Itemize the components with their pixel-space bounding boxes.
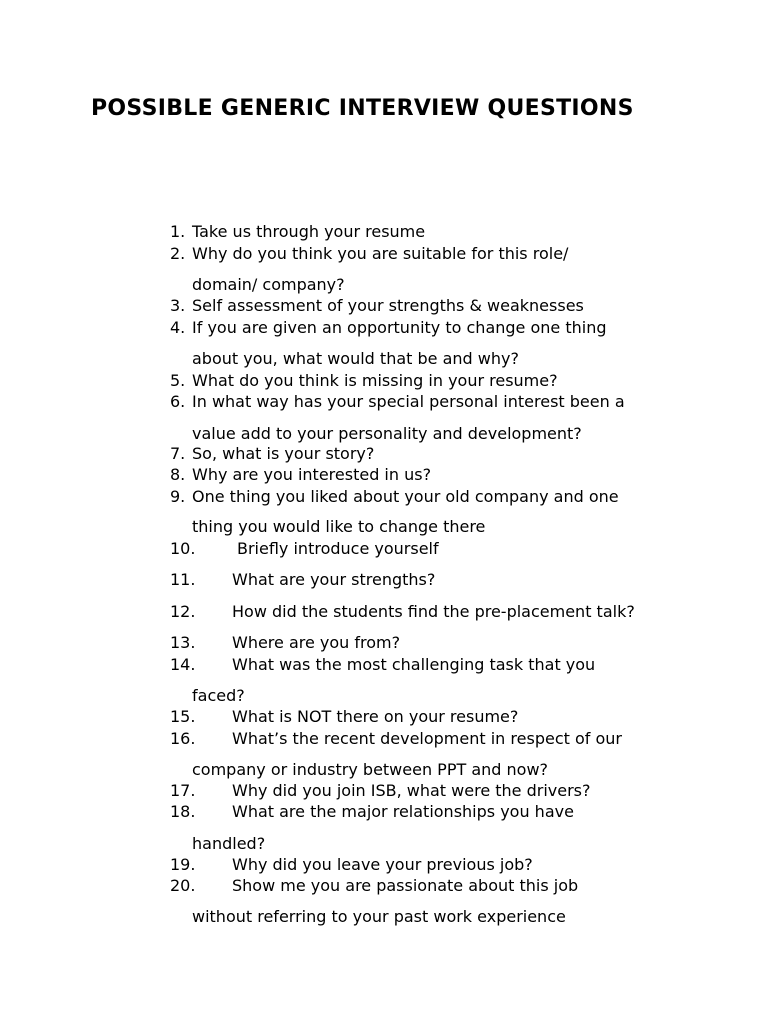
question-text: Why are you interested in us? [192,465,432,484]
question-text: So, what is your story? [192,444,375,463]
question-text-continued: value add to your personality and development? [192,424,582,443]
question-text: Briefly introduce yourself [237,539,439,558]
question-number: 16. [170,729,196,748]
question-text: How did the students find the pre-placement talk? [232,602,635,621]
question-text-continued: domain/ company? [192,275,345,294]
question-text: Show me you are passionate about this job [232,876,579,895]
question-text-continued: company or industry between PPT and now? [192,760,549,779]
question-number: 14. [170,655,196,674]
page-title: POSSIBLE GENERIC INTERVIEW QUESTIONS [91,96,634,121]
question-text: In what way has your special personal interest been a [192,392,625,411]
question-text: Self assessment of your strengths & weaknesses [192,296,584,315]
question-number: 19. [170,855,196,874]
question-number: 10. [170,539,196,558]
question-number: 6. [170,392,186,411]
question-number: 17. [170,781,196,800]
question-number: 18. [170,802,196,821]
question-number: 4. [170,318,186,337]
question-number: 2. [170,244,186,263]
question-text-continued: without referring to your past work experience [192,907,566,926]
question-number: 20. [170,876,196,895]
question-text: Why do you think you are suitable for this role/ [192,244,569,263]
question-text-continued: handled? [192,834,266,853]
question-text-continued: about you, what would that be and why? [192,349,519,368]
question-number: 3. [170,296,186,315]
question-number: 15. [170,707,196,726]
question-number: 5. [170,371,186,390]
question-number: 12. [170,602,196,621]
question-text: Where are you from? [232,633,401,652]
question-text: Why did you leave your previous job? [232,855,533,874]
question-text: What are the major relationships you have [232,802,574,821]
question-text-continued: faced? [192,686,245,705]
question-text: If you are given an opportunity to change one thing [192,318,607,337]
question-text: What is NOT there on your resume? [232,707,519,726]
question-number: 11. [170,570,196,589]
question-text: What’s the recent development in respect of our [232,729,622,748]
question-text: What was the most challenging task that you [232,655,596,674]
question-number: 7. [170,444,186,463]
question-text: One thing you liked about your old company and one [192,487,619,506]
question-number: 1. [170,222,186,241]
question-text: Take us through your resume [192,222,426,241]
question-number: 9. [170,487,186,506]
question-text: What do you think is missing in your resume? [192,371,558,390]
question-text: Why did you join ISB, what were the drivers? [232,781,591,800]
question-text: What are your strengths? [232,570,436,589]
question-text-continued: thing you would like to change there [192,517,486,536]
question-number: 13. [170,633,196,652]
question-number: 8. [170,465,186,484]
